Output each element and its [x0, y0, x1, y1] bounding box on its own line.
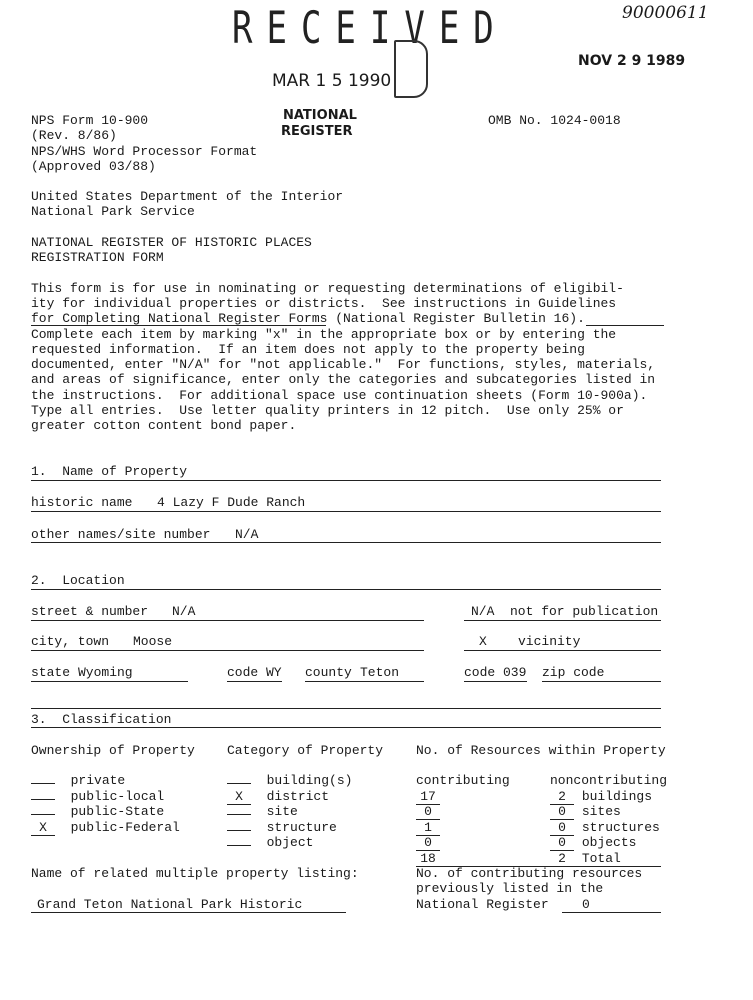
related-listing-rule: [31, 912, 346, 913]
section-3-top-rule: [31, 708, 661, 709]
category-structure[interactable]: [227, 820, 337, 835]
county-code-rule: [464, 681, 527, 682]
state-code-value[interactable]: WY: [266, 665, 282, 680]
resource-row: [416, 804, 440, 820]
previously-listed-line1: No. of contributing resources: [416, 866, 643, 881]
resource-label: buildings: [581, 789, 653, 804]
category-buildings[interactable]: [227, 773, 352, 788]
category-district[interactable]: [227, 789, 329, 805]
category-option-label: structure: [266, 820, 337, 835]
resource-row-total: [550, 851, 621, 867]
other-names-label: other names/site number: [31, 527, 211, 542]
state-code-label: code: [227, 665, 259, 680]
nov-date-stamp: NOV 2 9 1989: [578, 53, 686, 69]
zip-rule: [542, 681, 661, 682]
ownership-checkbox[interactable]: [31, 799, 55, 800]
resource-row: [550, 804, 621, 820]
category-checkbox[interactable]: [227, 814, 251, 815]
historic-name-value[interactable]: 4 Lazy F Dude Ranch: [157, 495, 306, 510]
city-label: city, town: [31, 634, 110, 649]
ownership-option-label: public-Federal: [70, 820, 180, 835]
street-label: street & number: [31, 604, 149, 619]
contributing-label: contributing: [416, 773, 510, 788]
noncontributing-count[interactable]: 0: [550, 835, 574, 851]
service: National Park Service: [31, 204, 195, 219]
ownership-public-state[interactable]: [31, 804, 164, 819]
related-listing-value[interactable]: Grand Teton National Park Historic: [37, 897, 303, 912]
form-title: NATIONAL REGISTER OF HISTORIC PLACES: [31, 235, 312, 250]
noncontributing-label: noncontributing: [550, 773, 668, 788]
not-for-publication-value[interactable]: N/A: [471, 604, 495, 619]
received-stamp-border: [394, 40, 428, 98]
received-stamp-date: MAR 1 5 1990: [272, 71, 392, 91]
resource-row: [550, 835, 636, 851]
resource-label: structures: [581, 820, 660, 835]
ownership-checkbox[interactable]: X: [31, 820, 55, 836]
received-stamp-org-line2: REGISTER: [281, 124, 353, 139]
city-value[interactable]: Moose: [133, 634, 173, 649]
noncontributing-count[interactable]: 2: [550, 789, 574, 805]
category-option-label: site: [266, 804, 298, 819]
resource-row: [416, 789, 440, 805]
noncontributing-count[interactable]: 0: [550, 820, 574, 836]
resource-row: [550, 820, 660, 836]
instruction-line: Type all entries. Use letter quality printers in 12 pitch. Use only 25% or: [31, 403, 624, 418]
county-label: county: [305, 665, 352, 680]
section-3-heading: 3. Classification: [31, 712, 172, 727]
category-checkbox[interactable]: [227, 830, 251, 831]
county-value[interactable]: Teton: [360, 665, 400, 680]
contributing-count[interactable]: 0: [416, 804, 440, 820]
resource-label: Total: [581, 851, 621, 866]
ownership-checkbox[interactable]: [31, 814, 55, 815]
related-listing-label: Name of related multiple property listing:: [31, 866, 359, 881]
instruction-line: This form is for use in nominating or requesting determinations of eligibil-: [31, 281, 624, 296]
resource-row: [416, 820, 440, 836]
city-rule: [31, 650, 424, 651]
form-number: NPS Form 10-900: [31, 113, 149, 128]
category-checkbox[interactable]: [227, 845, 251, 846]
section-2-rule: [31, 589, 661, 590]
state-code-rule: [227, 681, 282, 682]
historic-name-label: historic name: [31, 495, 133, 510]
vicinity-label: vicinity: [518, 634, 581, 649]
state-value[interactable]: Wyoming: [78, 665, 133, 680]
ownership-private[interactable]: [31, 773, 125, 788]
instruction-line: documented, enter "N/A" for "not applicable." For functions, styles, materials,: [31, 357, 656, 372]
instruction-line: greater cotton content bond paper.: [31, 418, 297, 433]
ownership-public-federal[interactable]: [31, 820, 180, 836]
received-stamp-org-line1: NATIONAL: [283, 108, 357, 123]
previously-listed-rule: [562, 912, 661, 913]
resource-row: [416, 835, 440, 851]
instruction-line: and areas of significance, enter only the categories and subcategories listed in: [31, 372, 656, 387]
instruction-line: for Completing National Register Forms (National Register Bulletin 16).: [31, 311, 585, 326]
guidelines-underline-2: [31, 325, 326, 326]
vicinity-rule: [464, 650, 661, 651]
form-revision: (Rev. 8/86): [31, 128, 117, 143]
category-checkbox[interactable]: [227, 783, 251, 784]
category-object[interactable]: [227, 835, 313, 850]
ownership-checkbox[interactable]: [31, 783, 55, 784]
category-heading: Category of Property: [227, 743, 384, 758]
section-1-heading: 1. Name of Property: [31, 464, 188, 479]
vicinity-checkbox[interactable]: X: [479, 634, 487, 649]
category-option-label: building(s): [266, 773, 353, 788]
previously-listed-line2: previously listed in the: [416, 881, 604, 896]
ownership-heading: Ownership of Property: [31, 743, 195, 758]
previously-listed-line3: National Register: [416, 897, 549, 912]
omb-number: OMB No. 1024-0018: [488, 113, 621, 128]
county-rule: [305, 681, 424, 682]
other-names-rule: [31, 542, 661, 543]
received-stamp-word: RECEIVED: [232, 2, 508, 55]
category-site[interactable]: [227, 804, 298, 819]
form-approved: (Approved 03/88): [31, 159, 156, 174]
resource-label: objects: [581, 835, 637, 850]
form-subtitle: REGISTRATION FORM: [31, 250, 164, 265]
instruction-line: requested information. If an item does not apply to the property being: [31, 342, 585, 357]
form-format: NPS/WHS Word Processor Format: [31, 144, 258, 159]
category-option-label: object: [266, 835, 314, 850]
resource-row: [550, 789, 652, 805]
resource-label: sites: [581, 804, 621, 819]
ownership-option-label: public-local: [70, 789, 165, 804]
guidelines-underline: [586, 325, 664, 326]
historic-name-rule: [31, 511, 661, 512]
resource-row-total: [416, 851, 440, 867]
contributing-count[interactable]: 17: [416, 789, 440, 805]
previously-listed-value[interactable]: 0: [582, 897, 590, 912]
category-checkbox[interactable]: X: [227, 789, 251, 805]
noncontributing-total[interactable]: 2: [550, 851, 574, 867]
ownership-option-label: public-State: [70, 804, 165, 819]
instruction-line: the instructions. For additional space use continuation sheets (Form 10-900a).: [31, 388, 648, 403]
resources-heading: No. of Resources within Property: [416, 743, 666, 758]
noncontributing-count[interactable]: 0: [550, 804, 574, 820]
contributing-count[interactable]: 1: [416, 820, 440, 836]
section-2-heading: 2. Location: [31, 573, 125, 588]
ownership-option-label: private: [70, 773, 126, 788]
other-names-value[interactable]: N/A: [235, 527, 259, 542]
county-code-label: code: [464, 665, 496, 680]
section-1-rule: [31, 480, 661, 481]
ownership-public-local[interactable]: [31, 789, 164, 804]
handwritten-reference-number: 90000611: [622, 3, 709, 23]
category-option-label: district: [266, 789, 330, 804]
section-3-rule: [31, 727, 661, 728]
street-value[interactable]: N/A: [172, 604, 196, 619]
street-rule: [31, 620, 424, 621]
instruction-line: ity for individual properties or districts. See instructions in Guidelines: [31, 296, 617, 311]
not-for-publication-rule: [464, 620, 661, 621]
instruction-line: Complete each item by marking "x" in the appropriate box or by entering the: [31, 327, 617, 342]
contributing-count[interactable]: 0: [416, 835, 440, 851]
not-for-publication-label: not for publication: [510, 604, 659, 619]
county-code-value[interactable]: 039: [503, 665, 527, 680]
state-rule: [31, 681, 188, 682]
state-label: state: [31, 665, 71, 680]
zip-label: zip code: [542, 665, 605, 680]
department: United States Department of the Interior: [31, 189, 344, 204]
contributing-total[interactable]: 18: [416, 851, 440, 867]
